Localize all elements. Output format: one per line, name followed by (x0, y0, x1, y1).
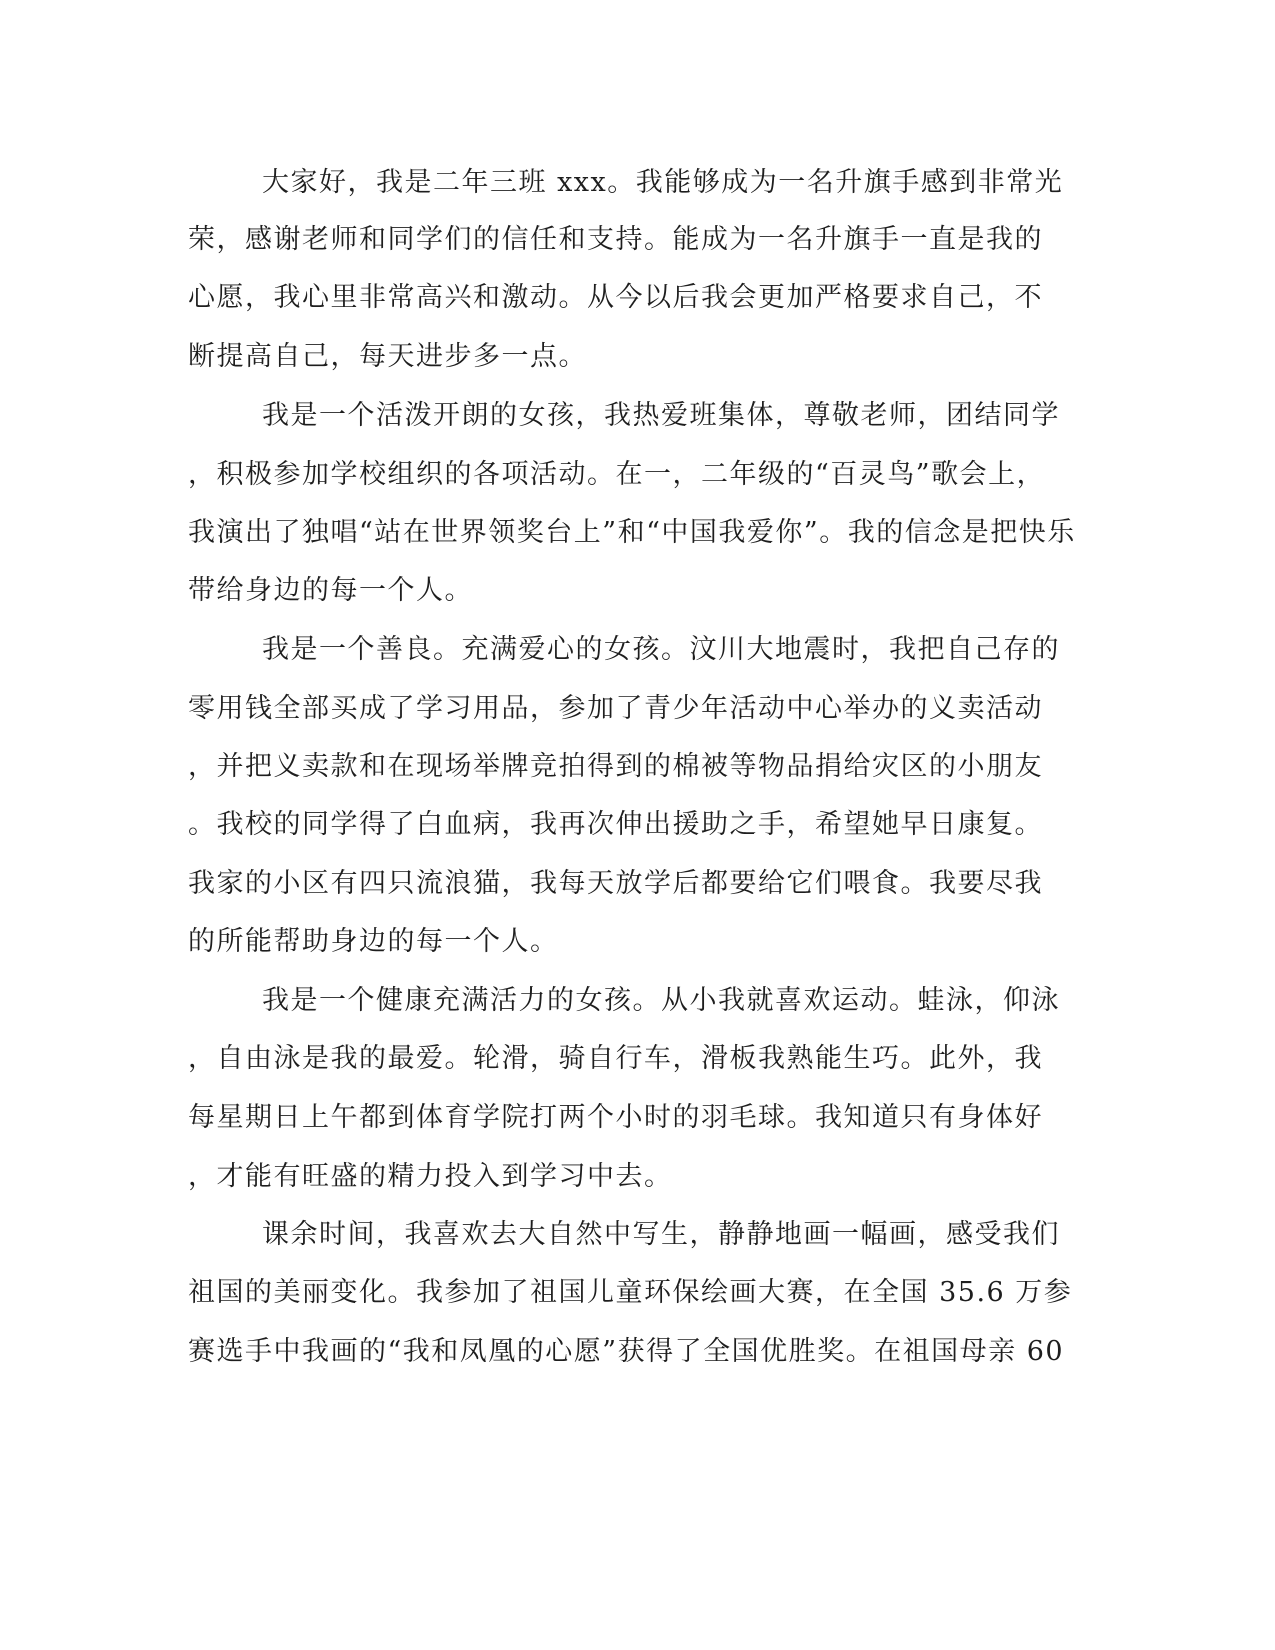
paragraph-3-line-4: 。我校的同学得了白血病，我再次伸出援助之手，希望她早日康复。 (188, 809, 1043, 840)
paragraph-3-line-6: 的所能帮助身边的每一个人。 (188, 926, 559, 957)
paragraph-3-line-1: 我是一个善良。充满爱心的女孩。汶川大地震时，我把自己存的 (262, 634, 1060, 665)
paragraph-5-line-2: 祖国的美丽变化。我参加了祖国儿童环保绘画大赛，在全国 35.6 万参 (188, 1277, 1073, 1308)
paragraph-1-line-3: 心愿，我心里非常高兴和激动。从今以后我会更加严格要求自己，不 (188, 282, 1043, 313)
paragraph-5-line-1: 课余时间，我喜欢去大自然中写生，静静地画一幅画，感受我们 (262, 1219, 1060, 1250)
paragraph-1-line-2: 荣，感谢老师和同学们的信任和支持。能成为一名升旗手一直是我的 (188, 224, 1043, 255)
paragraph-2-line-4: 带给身边的每一个人。 (188, 575, 473, 606)
paragraph-3-line-2: 零用钱全部买成了学习用品，参加了青少年活动中心举办的义卖活动 (188, 693, 1043, 724)
paragraph-4-line-4: ，才能有旺盛的精力投入到学习中去。 (188, 1161, 673, 1192)
paragraph-5-line-3: 赛选手中我画的“我和凤凰的心愿”获得了全国优胜奖。在祖国母亲 60 (188, 1336, 1065, 1367)
paragraph-4-line-1: 我是一个健康充满活力的女孩。从小我就喜欢运动。蛙泳，仰泳 (262, 985, 1060, 1016)
paragraph-2-line-1: 我是一个活泼开朗的女孩，我热爱班集体，尊敬老师，团结同学 (262, 400, 1060, 431)
paragraph-2-line-3: 我演出了独唱“站在世界领奖台上”和“中国我爱你”。我的信念是把快乐 (188, 517, 1076, 548)
paragraph-2-line-2: ，积极参加学校组织的各项活动。在一，二年级的“百灵鸟”歌会上， (188, 459, 1046, 490)
paragraph-4-line-3: 每星期日上午都到体育学院打两个小时的羽毛球。我知道只有身体好 (188, 1102, 1043, 1133)
paragraph-1-line-4: 断提高自己，每天进步多一点。 (188, 341, 587, 372)
paragraph-1-line-1: 大家好，我是二年三班 xxx。我能够成为一名升旗手感到非常光 (262, 167, 1064, 198)
paragraph-3-line-5: 我家的小区有四只流浪猫，我每天放学后都要给它们喂食。我要尽我 (188, 868, 1043, 899)
paragraph-4-line-2: ，自由泳是我的最爱。轮滑，骑自行车，滑板我熟能生巧。此外，我 (188, 1043, 1043, 1074)
paragraph-3-line-3: ，并把义卖款和在现场举牌竞拍得到的棉被等物品捐给灾区的小朋友 (188, 751, 1043, 782)
